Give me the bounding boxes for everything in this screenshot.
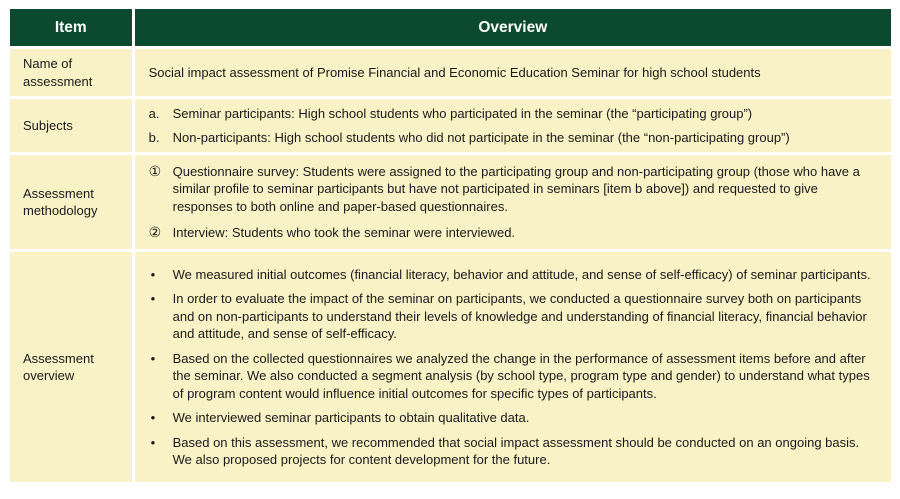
list-item xyxy=(149,163,881,216)
row-label-text: Subjects xyxy=(23,117,73,133)
row-content xyxy=(135,99,891,152)
list-item-text: We interviewed seminar participants to obtain qualitative data. xyxy=(172,410,530,425)
row-label xyxy=(10,155,135,249)
list-item xyxy=(149,409,881,427)
row-content xyxy=(135,155,891,249)
list-item xyxy=(149,224,881,242)
list-marker: ① xyxy=(148,162,162,179)
list-item xyxy=(149,434,881,469)
list-marker: a. xyxy=(148,105,160,121)
row-label xyxy=(10,99,135,152)
row-assessment-overview xyxy=(10,249,891,482)
assessment-name-text: Social impact assessment of Promise Financial and Economic Education Seminar for high school students xyxy=(148,64,761,80)
list-item xyxy=(149,350,881,403)
list-item-text: In order to evaluate the impact of the seminar on participants, we conducted a questionnaire survey both on participants and on non-participants to understand their levels of knowledge and understanding of financial literacy, financial behavior and attitude, and sense of self-efficacy. xyxy=(172,291,867,341)
list-item-text: Based on this assessment, we recommended that social impact assessment should be conducted on an ongoing basis. We also proposed projects for content development for the future. xyxy=(172,434,860,467)
list-item-text: Non-participants: High school students who did not participate in the seminar (the “non-participating group”) xyxy=(172,130,790,145)
list-item-text: Based on the collected questionnaires we analyzed the change in the performance of assessment items before and after the seminar. We also conducted a segment analysis (by school type, program type and gender) to understand what types of program content would influence initial outcomes for specific types of participants. xyxy=(172,350,870,401)
header-item: Item xyxy=(10,9,135,46)
list-item-text: We measured initial outcomes (financial literacy, behavior and attitude, and sense of self-efficacy) of seminar participants. xyxy=(172,266,871,282)
bullet-icon: • xyxy=(150,291,156,306)
list-marker: ② xyxy=(148,224,162,240)
table-header xyxy=(10,9,891,46)
header-overview: Overview xyxy=(135,9,891,46)
list-marker: b. xyxy=(148,130,160,145)
list-item xyxy=(149,105,881,123)
row-content xyxy=(135,49,891,96)
row-label-text: Assessment overview xyxy=(23,350,94,383)
list-item xyxy=(149,290,881,343)
list-item-text: Questionnaire survey: Students were assigned to the participating group and non-participating group (those who have a similar profile to seminar participants but have not participated in seminars [item b above]) and requested to give responses to both online and paper-based questionnaires. xyxy=(172,163,860,214)
list-item-text: Seminar participants: High school students who participated in the seminar (the “participating group”) xyxy=(172,105,753,121)
row-content xyxy=(135,252,891,482)
row-label-text: Name of assessment xyxy=(23,56,93,89)
bullet-icon: • xyxy=(150,434,156,450)
row-label xyxy=(10,49,135,96)
bullet-icon: • xyxy=(150,266,156,282)
list-item xyxy=(149,129,881,147)
row-assessment-methodology xyxy=(10,152,891,249)
row-label xyxy=(10,252,135,482)
list-item-text: Interview: Students who took the seminar were interviewed. xyxy=(172,225,516,240)
assessment-table xyxy=(10,9,891,482)
list-item xyxy=(149,266,881,284)
bullet-icon: • xyxy=(150,410,156,425)
row-name-of-assessment xyxy=(10,46,891,96)
row-label-text: Assessment methodology xyxy=(23,185,98,218)
bullet-icon: • xyxy=(150,350,156,366)
row-subjects xyxy=(10,96,891,152)
